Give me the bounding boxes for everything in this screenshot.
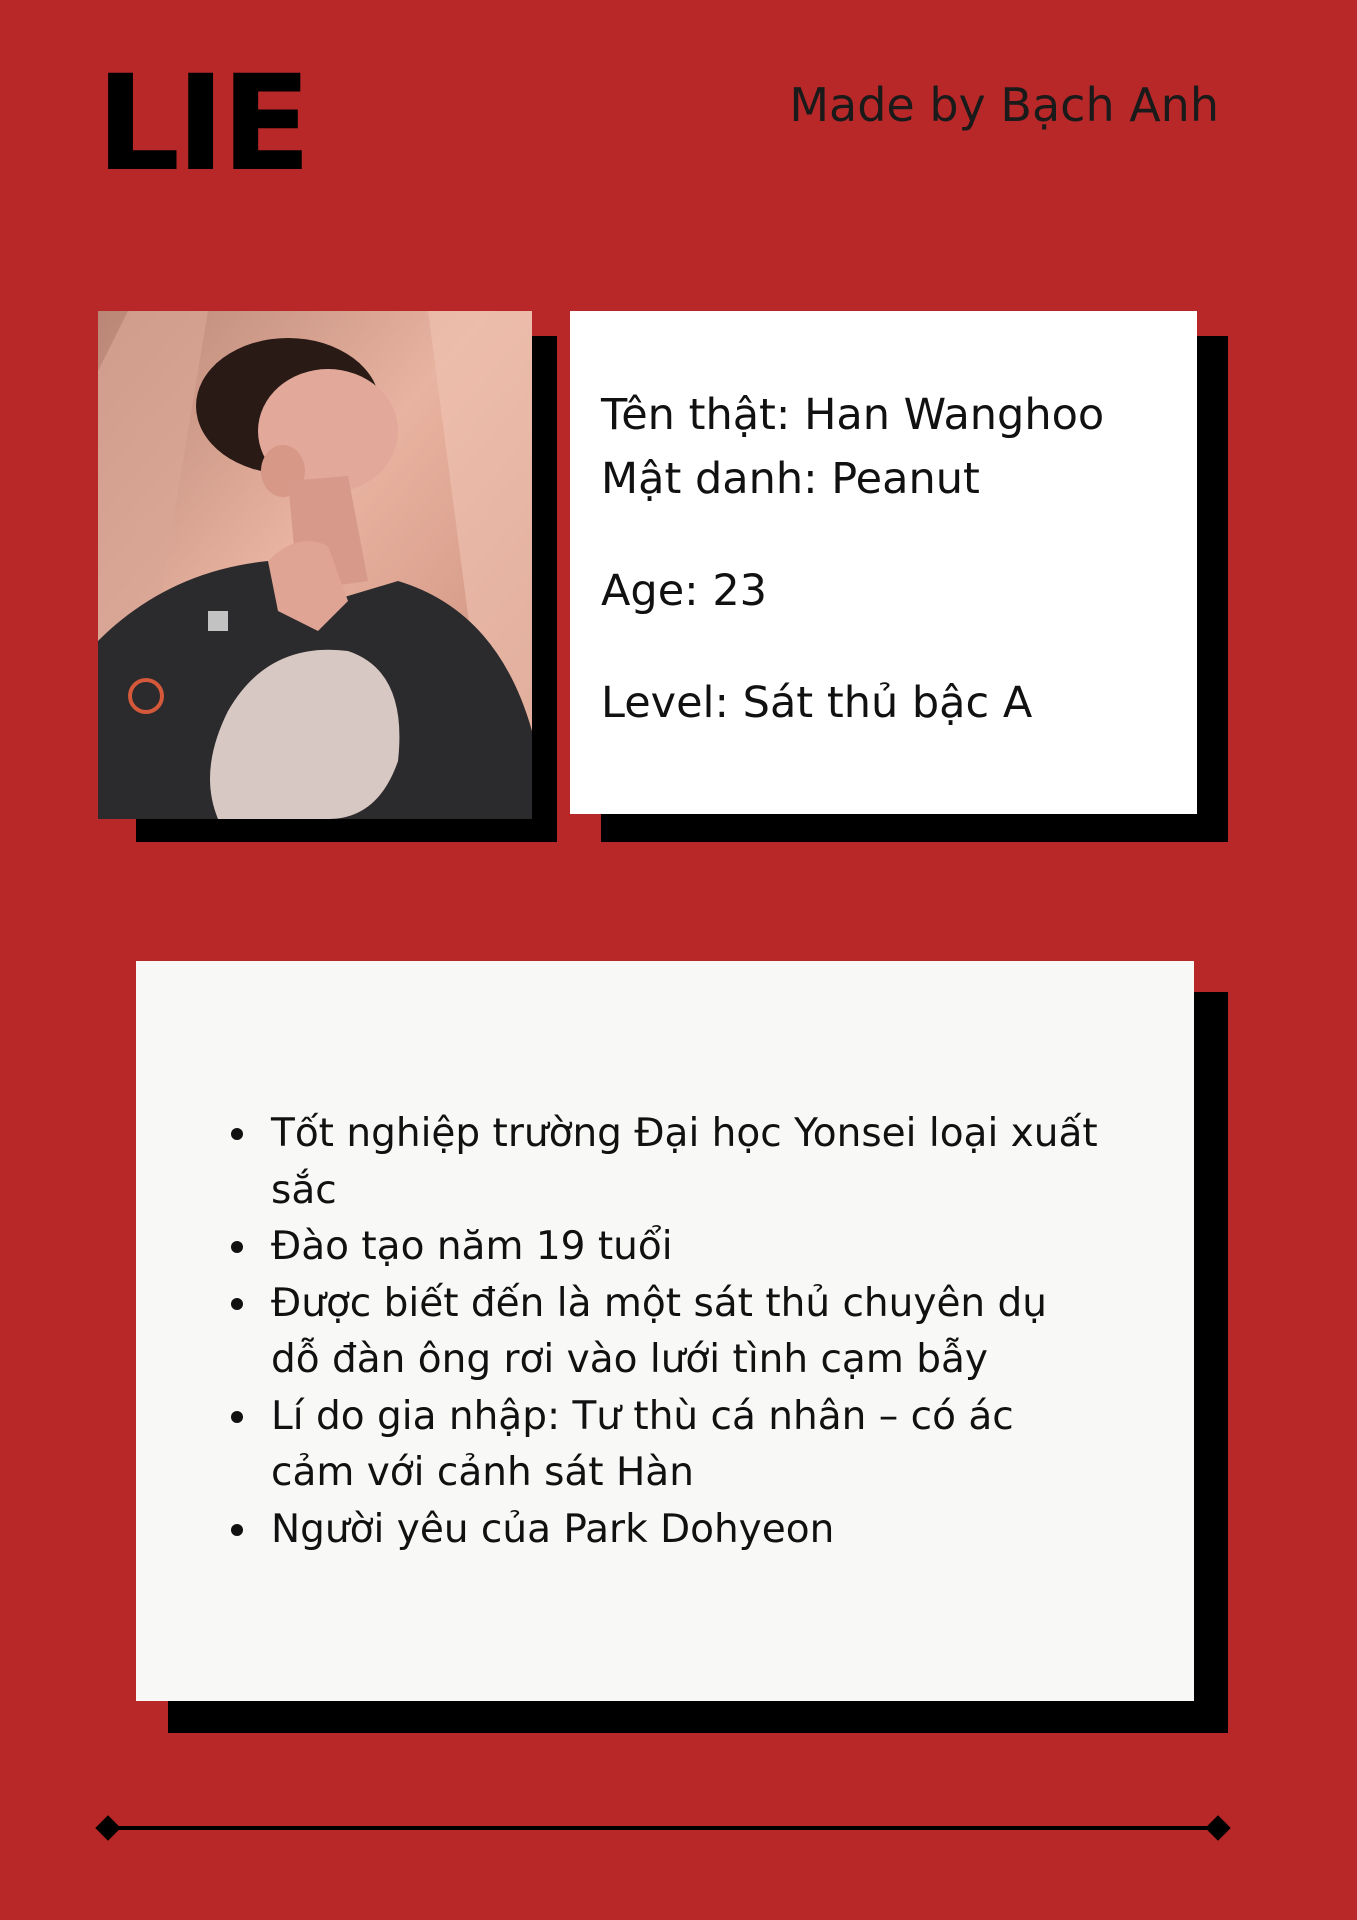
profile-info-card bbox=[570, 311, 1197, 814]
bio-item-text: Tốt nghiệp trường Đại học Yonsei loại xuất sắc bbox=[271, 1111, 1098, 1213]
diamond-icon bbox=[95, 1815, 120, 1840]
bio-list bbox=[219, 1106, 1104, 1558]
bio-item-text: Người yêu của Park Dohyeon bbox=[271, 1506, 835, 1552]
footer-divider bbox=[96, 1816, 1230, 1840]
list-item bbox=[271, 1502, 1104, 1559]
diamond-icon bbox=[1205, 1815, 1230, 1840]
list-item bbox=[271, 1276, 1104, 1389]
level: Level: Sát thủ bậc A bbox=[601, 678, 1033, 728]
list-item bbox=[271, 1106, 1104, 1219]
spacer bbox=[601, 511, 1197, 559]
profile-photo bbox=[98, 311, 532, 819]
age: Age: 23 bbox=[601, 566, 768, 616]
bullet-icon bbox=[231, 1241, 243, 1253]
page-title: LIE bbox=[96, 47, 308, 201]
bullet-icon bbox=[231, 1411, 243, 1423]
list-item bbox=[271, 1219, 1104, 1276]
bullet-icon bbox=[231, 1298, 243, 1310]
bullet-icon bbox=[231, 1524, 243, 1536]
author-credit: Made by Bạch Anh bbox=[789, 78, 1219, 132]
real-name: Tên thật: Han Wanghoo bbox=[601, 390, 1105, 440]
spacer bbox=[601, 623, 1197, 671]
list-item bbox=[271, 1389, 1104, 1502]
bio-item-text: Được biết đến là một sát thủ chuyên dụ dỗ đàn ông rơi vào lưới tình cạm bẫy bbox=[271, 1280, 1048, 1382]
bullet-icon bbox=[231, 1128, 243, 1140]
bio-item-text: Lí do gia nhập: Tư thù cá nhân – có ác cảm với cảnh sát Hàn bbox=[271, 1393, 1014, 1495]
divider-line bbox=[108, 1826, 1218, 1830]
bio-item-text: Đào tạo năm 19 tuổi bbox=[271, 1224, 673, 1269]
alias: Mật danh: Peanut bbox=[601, 454, 980, 504]
bio-card bbox=[136, 961, 1194, 1701]
